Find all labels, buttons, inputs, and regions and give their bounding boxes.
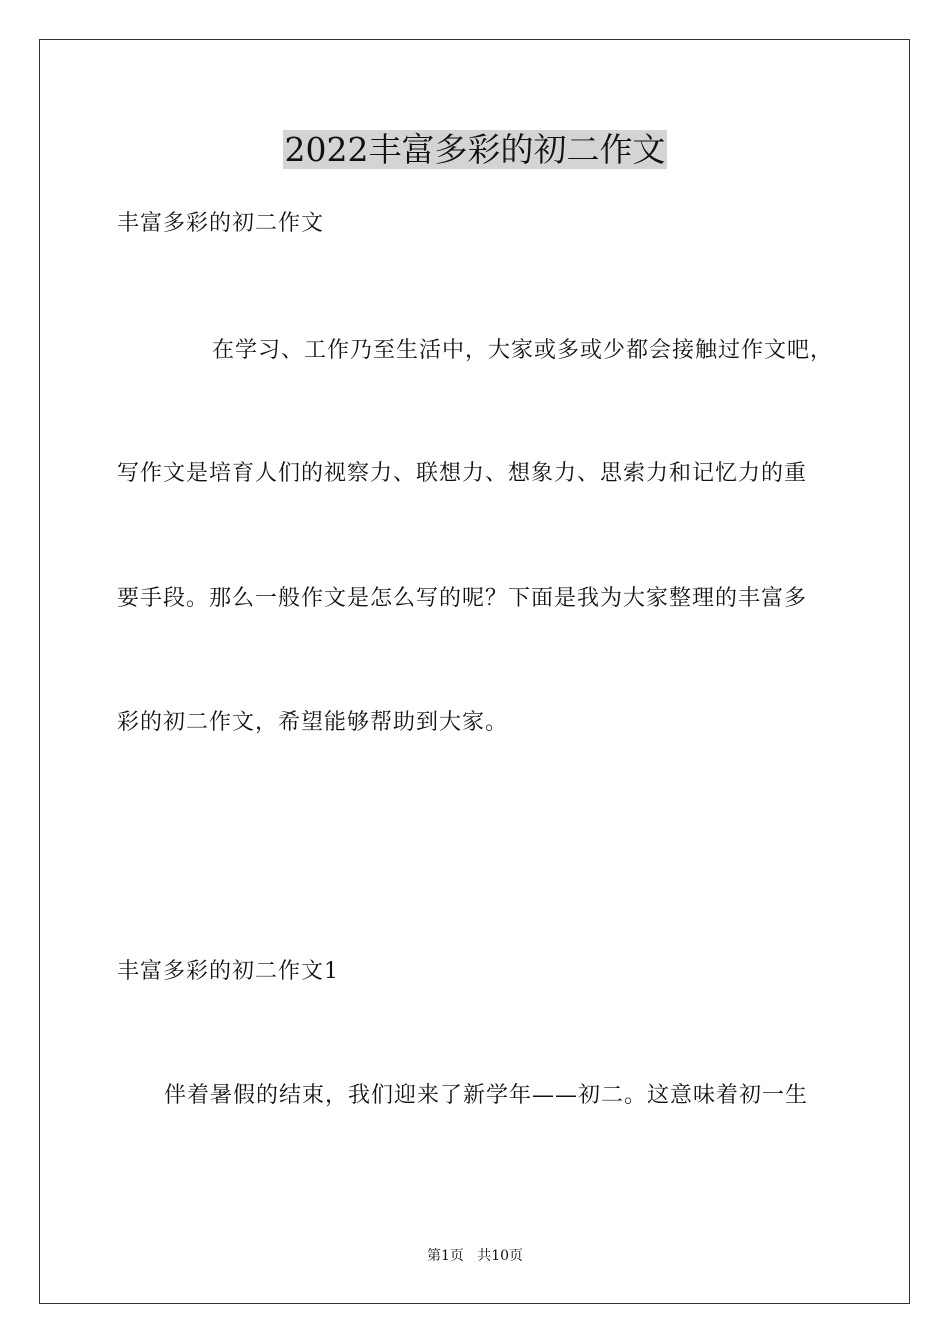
intro-line-1: 在学习、工作乃至生活中，大家或多或少都会接触过作文吧，: [212, 338, 834, 363]
section1-line-1: 伴着暑假的结束，我们迎来了新学年——初二。这意味着初一生: [164, 1083, 809, 1108]
subtitle: 丰富多彩的初二作文: [117, 211, 325, 236]
document-title-text: 2022丰富多彩的初二作文: [284, 130, 666, 169]
page-indicator: 第1页 共10页: [426, 1248, 524, 1264]
intro-line-4: 彩的初二作文，希望能够帮助到大家。: [117, 710, 509, 735]
document-title: [0, 124, 950, 176]
section1-heading: 丰富多彩的初二作文1: [117, 959, 339, 984]
intro-line-2: 写作文是培育人们的视察力、联想力、想象力、思索力和记忆力的重: [117, 461, 808, 486]
intro-line-3: 要手段。那么一般作文是怎么写的呢？下面是我为大家整理的丰富多: [117, 586, 808, 611]
